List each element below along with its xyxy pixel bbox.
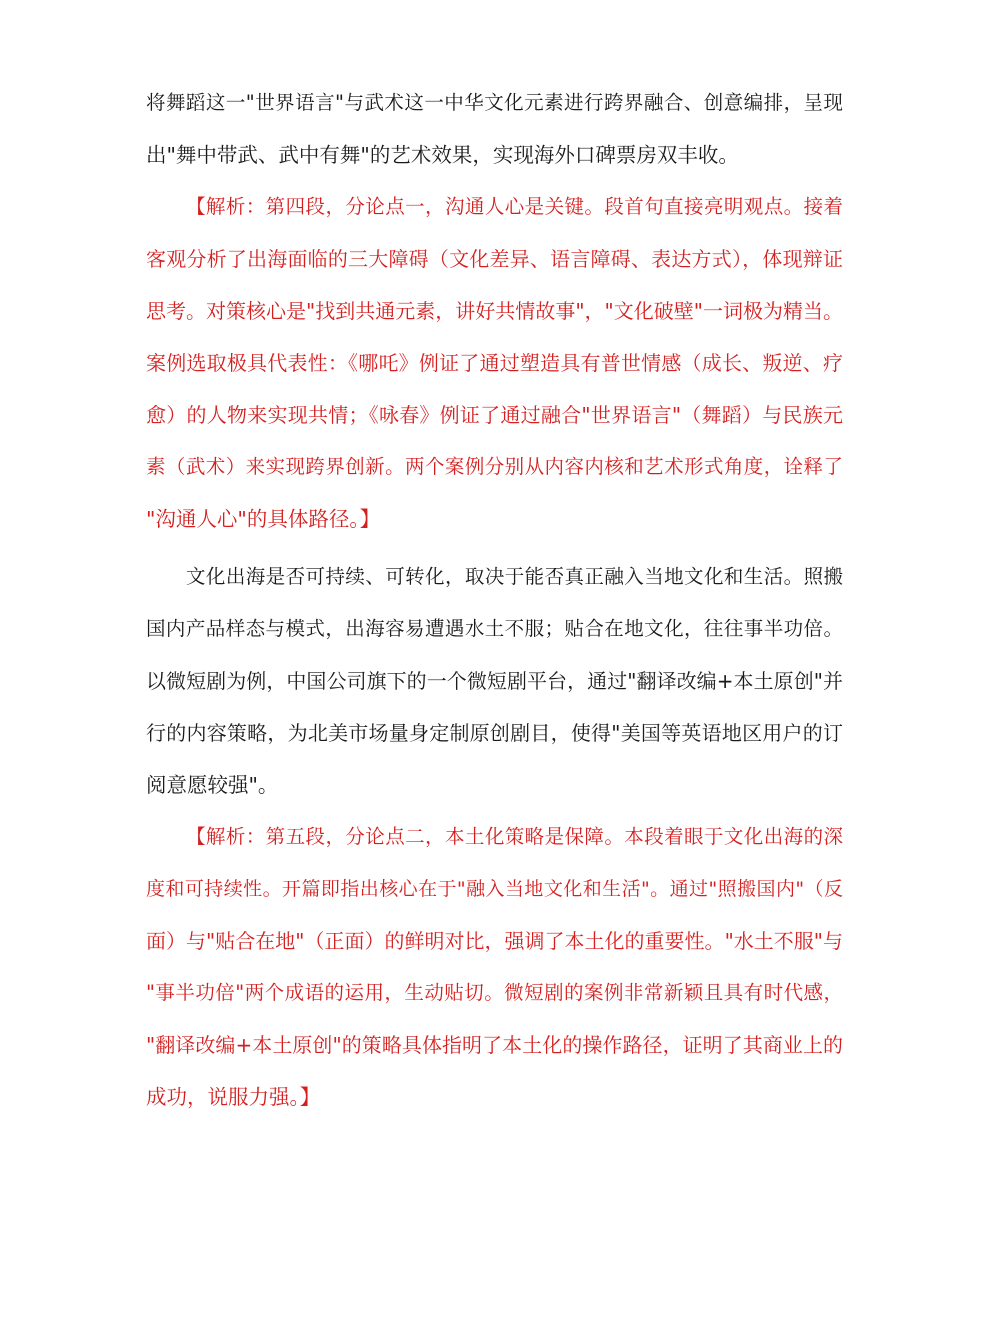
analysis-line: [0, 499, 990, 539]
paragraph-line: [0, 609, 990, 649]
text-line: 国内产品样态与模式，出海容易遭遇水土不服；贴合在地文化，往往事半功倍。: [146, 617, 843, 640]
text-line: 以微短剧为例，中国公司旗下的一个微短剧平台，通过"翻译改编+本土原创"并: [146, 669, 843, 693]
analysis-line: [0, 395, 990, 435]
analysis-line: [0, 447, 990, 487]
text-line: 阅意愿较强"。: [146, 773, 279, 797]
analysis-line: [0, 1077, 990, 1117]
text-line: 出"舞中带武、武中有舞"的艺术效果，实现海外口碑票房双丰收。: [146, 143, 739, 167]
paragraph-line: [0, 83, 990, 123]
text-line: "沟通人心"的具体路径。】: [146, 507, 381, 531]
text-line: 度和可持续性。开篇即指出核心在于"融入当地文化和生活"。通过"照搬国内"（反: [146, 878, 843, 900]
text-line: 【解析：第四段，分论点一，沟通人心是关键。段首句直接亮明观点。接着: [186, 195, 843, 218]
text-line: 愈）的人物来实现共情；《咏春》例证了通过融合"世界语言"（舞蹈）与民族元: [146, 403, 843, 427]
paragraph-line: [0, 135, 990, 175]
text-line: "事半功倍"两个成语的运用，生动贴切。微短剧的案例非常新颖且具有时代感，: [146, 981, 843, 1004]
text-line: 将舞蹈这一"世界语言"与武术这一中华文化元素进行跨界融合、创意编排，呈现: [146, 91, 843, 114]
text-line: 行的内容策略，为北美市场量身定制原创剧目，使得"美国等英语地区用户的订: [146, 721, 843, 745]
text-line: 文化出海是否可持续、可转化，取决于能否真正融入当地文化和生活。照搬: [186, 565, 843, 588]
analysis-line: [0, 291, 990, 331]
analysis-line: [0, 921, 990, 961]
paragraph-line: [0, 661, 990, 701]
text-line: 【解析：第五段，分论点二，本土化策略是保障。本段着眼于文化出海的深: [186, 825, 843, 848]
analysis-line: [0, 817, 990, 857]
text-line: 面）与"贴合在地"（正面）的鲜明对比，强调了本土化的重要性。"水土不服"与: [146, 929, 843, 953]
text-line: 思考。对策核心是"找到共通元素，讲好共情故事"，"文化破壁"一词极为精当。: [146, 299, 843, 323]
paragraph-line: [0, 557, 990, 597]
text-line: "翻译改编+本土原创"的策略具体指明了本土化的操作路径，证明了其商业上的: [146, 1033, 843, 1057]
text-line: 案例选取极具代表性：《哪吒》例证了通过塑造具有普世情感（成长、叛逆、疗: [146, 351, 843, 375]
text-line: 成功，说服力强。】: [146, 1085, 321, 1109]
analysis-line: [0, 187, 990, 227]
paragraph-line: [0, 765, 990, 805]
analysis-line: [0, 343, 990, 383]
paragraph-line: [0, 713, 990, 753]
analysis-line: [0, 239, 990, 279]
text-line: 素（武术）来实现跨界创新。两个案例分别从内容内核和艺术形式角度，诠释了: [146, 455, 843, 478]
analysis-line: [0, 973, 990, 1013]
analysis-line: [0, 1025, 990, 1065]
text-line: 客观分析了出海面临的三大障碍（文化差异、语言障碍、表达方式），体现辩证: [146, 247, 843, 271]
analysis-line: [0, 869, 990, 909]
